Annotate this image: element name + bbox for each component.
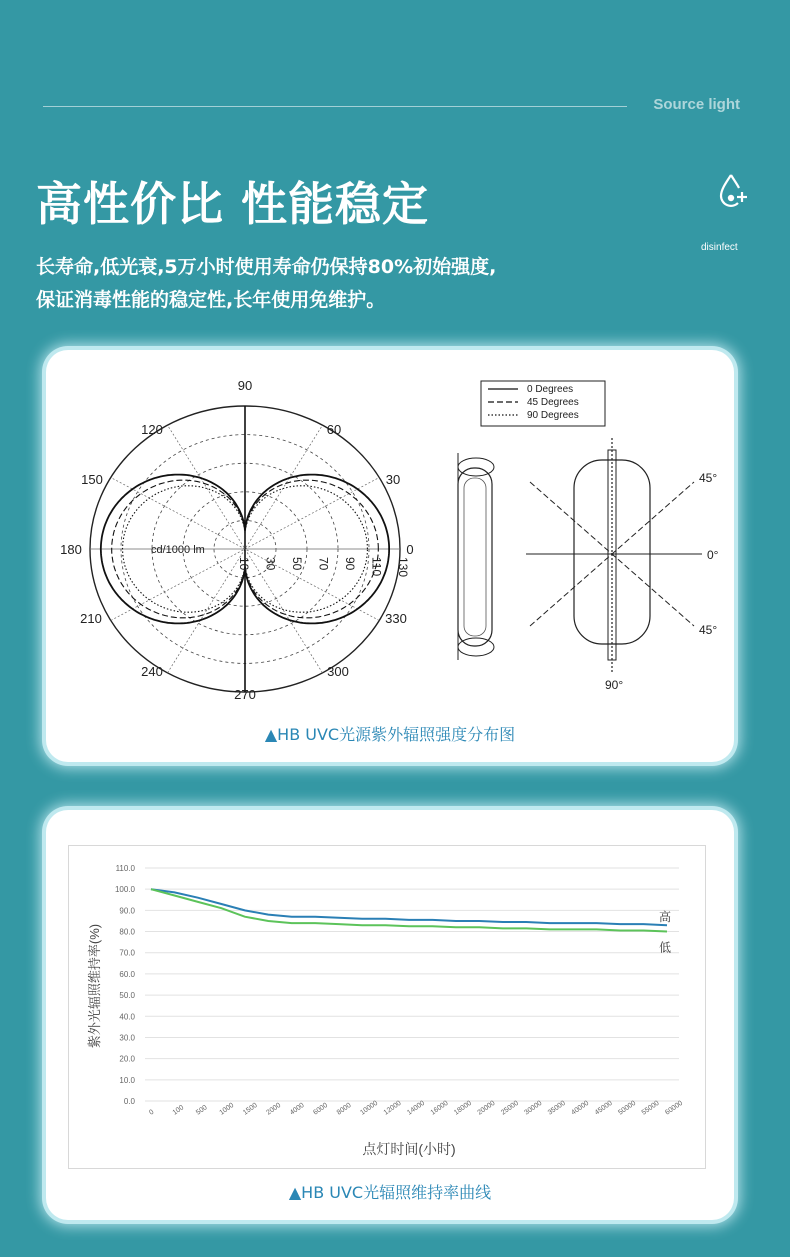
x-tick-label: 50000 (617, 1099, 638, 1117)
y-tick-label: 0.0 (123, 1097, 135, 1106)
x-tick-label: 30000 (523, 1099, 544, 1117)
polar-angle-label: 180 (60, 542, 82, 557)
polar-legend-label: 45 Degrees (527, 397, 579, 408)
polar-radial-label: 50 (290, 557, 304, 571)
series-line (151, 889, 667, 925)
water-drop-plus-icon (716, 172, 750, 212)
y-tick-label: 70.0 (119, 948, 135, 958)
x-tick-label: 500 (195, 1104, 209, 1117)
polar-angle-label: 150 (81, 472, 103, 487)
y-tick-label: 90.0 (119, 906, 135, 916)
y-tick-label: 50.0 (119, 991, 135, 1001)
x-tick-label: 6000 (312, 1101, 330, 1117)
polar-radial-label: 30 (263, 557, 278, 571)
x-tick-label: 35000 (546, 1099, 567, 1117)
x-tick-label: 1500 (241, 1101, 259, 1117)
polar-angle-label: 240 (141, 664, 163, 679)
x-tick-label: 12000 (382, 1099, 403, 1117)
x-tick-label: 20000 (476, 1099, 497, 1117)
x-tick-label: 60000 (664, 1099, 685, 1117)
chart-frame (68, 845, 706, 1169)
lamp-side-cap-top (458, 458, 494, 476)
lamp-angle-label: 0° (707, 548, 719, 562)
lamp-side-body (458, 468, 492, 646)
lamp-angle-label: 45° (699, 471, 718, 485)
x-tick-label: 40000 (570, 1099, 591, 1117)
polar-angle-label: 120 (141, 422, 163, 437)
y-tick-label: 20.0 (119, 1054, 135, 1064)
polar-radial-label: 10 (237, 557, 251, 571)
chart-caption: ▲HB UVC光辐照维持率曲线 (288, 1183, 492, 1202)
x-tick-label: 18000 (453, 1099, 474, 1117)
maintenance-chart-card (46, 810, 734, 1220)
page-title: 高性价比 性能稳定 (36, 177, 430, 231)
series-label: 低 (659, 940, 672, 955)
disinfect-tag: disinfect (701, 242, 738, 253)
y-axis-label: 紫外光辐照维持率(%) (87, 923, 102, 1049)
polar-unit-label: cd/1000 lm (151, 544, 205, 556)
polar-diagram-caption: ▲HB UVC光源紫外辐照强度分布图 (264, 725, 516, 744)
lamp-angle-label: 45° (699, 623, 718, 637)
y-tick-label: 30.0 (119, 1033, 135, 1043)
x-tick-label: 8000 (335, 1101, 353, 1117)
description-line-1: 长寿命,低光衰,5万小时使用寿命仍保持80%初始强度, (36, 256, 497, 278)
polar-angle-label: 90 (237, 378, 253, 393)
y-tick-label: 10.0 (119, 1075, 135, 1085)
polar-angle-label: 30 (385, 472, 401, 487)
x-tick-label: 100 (171, 1104, 186, 1117)
maintenance-line-chart (69, 846, 705, 1168)
description-line-2: 保证消毒性能的稳定性,长年使用免维护。 (36, 289, 386, 311)
polar-radial-label: 90 (343, 557, 357, 571)
polar-angle-label: 210 (80, 611, 102, 626)
series-label: 高 (659, 910, 672, 925)
polar-angle-label: 60 (326, 422, 342, 437)
x-tick-label: 14000 (406, 1099, 427, 1117)
x-tick-label: 10000 (359, 1099, 380, 1117)
polar-legend-label: 90 Degrees (527, 410, 579, 421)
polar-angle-label: 0 (406, 542, 414, 557)
header-divider (43, 106, 627, 107)
y-tick-label: 40.0 (119, 1012, 135, 1022)
x-tick-label: 45000 (593, 1099, 614, 1117)
lamp-side-cap-bottom (458, 638, 494, 656)
polar-diagram-card (46, 350, 734, 762)
lamp-angle-label: 90° (605, 678, 624, 692)
y-tick-label: 80.0 (119, 927, 135, 937)
polar-angle-label: 330 (385, 611, 407, 626)
x-tick-label: 25000 (499, 1099, 520, 1117)
y-tick-label: 60.0 (119, 969, 135, 979)
x-tick-label: 16000 (429, 1099, 450, 1117)
y-tick-label: 100.0 (114, 885, 135, 895)
polar-legend-label: 0 Degrees (527, 384, 574, 395)
polar-angle-label: 270 (234, 687, 256, 702)
x-tick-label: 4000 (288, 1101, 306, 1117)
x-tick-label: 55000 (640, 1099, 661, 1117)
polar-radial-label: 70 (316, 557, 331, 571)
polar-radial-label: 130 (396, 557, 410, 578)
polar-diagram (46, 350, 734, 710)
x-tick-label: 2000 (265, 1101, 283, 1117)
x-axis-label: 点灯时间(小时) (362, 1141, 456, 1157)
y-tick-label: 110.0 (115, 864, 135, 873)
lamp-side-inner (464, 478, 486, 636)
polar-radial-label: 110 (369, 557, 384, 577)
source-tag: Source light (653, 96, 740, 113)
x-tick-label: 1000 (218, 1101, 236, 1117)
x-tick-label: 0 (148, 1108, 156, 1117)
polar-angle-label: 300 (327, 664, 349, 679)
